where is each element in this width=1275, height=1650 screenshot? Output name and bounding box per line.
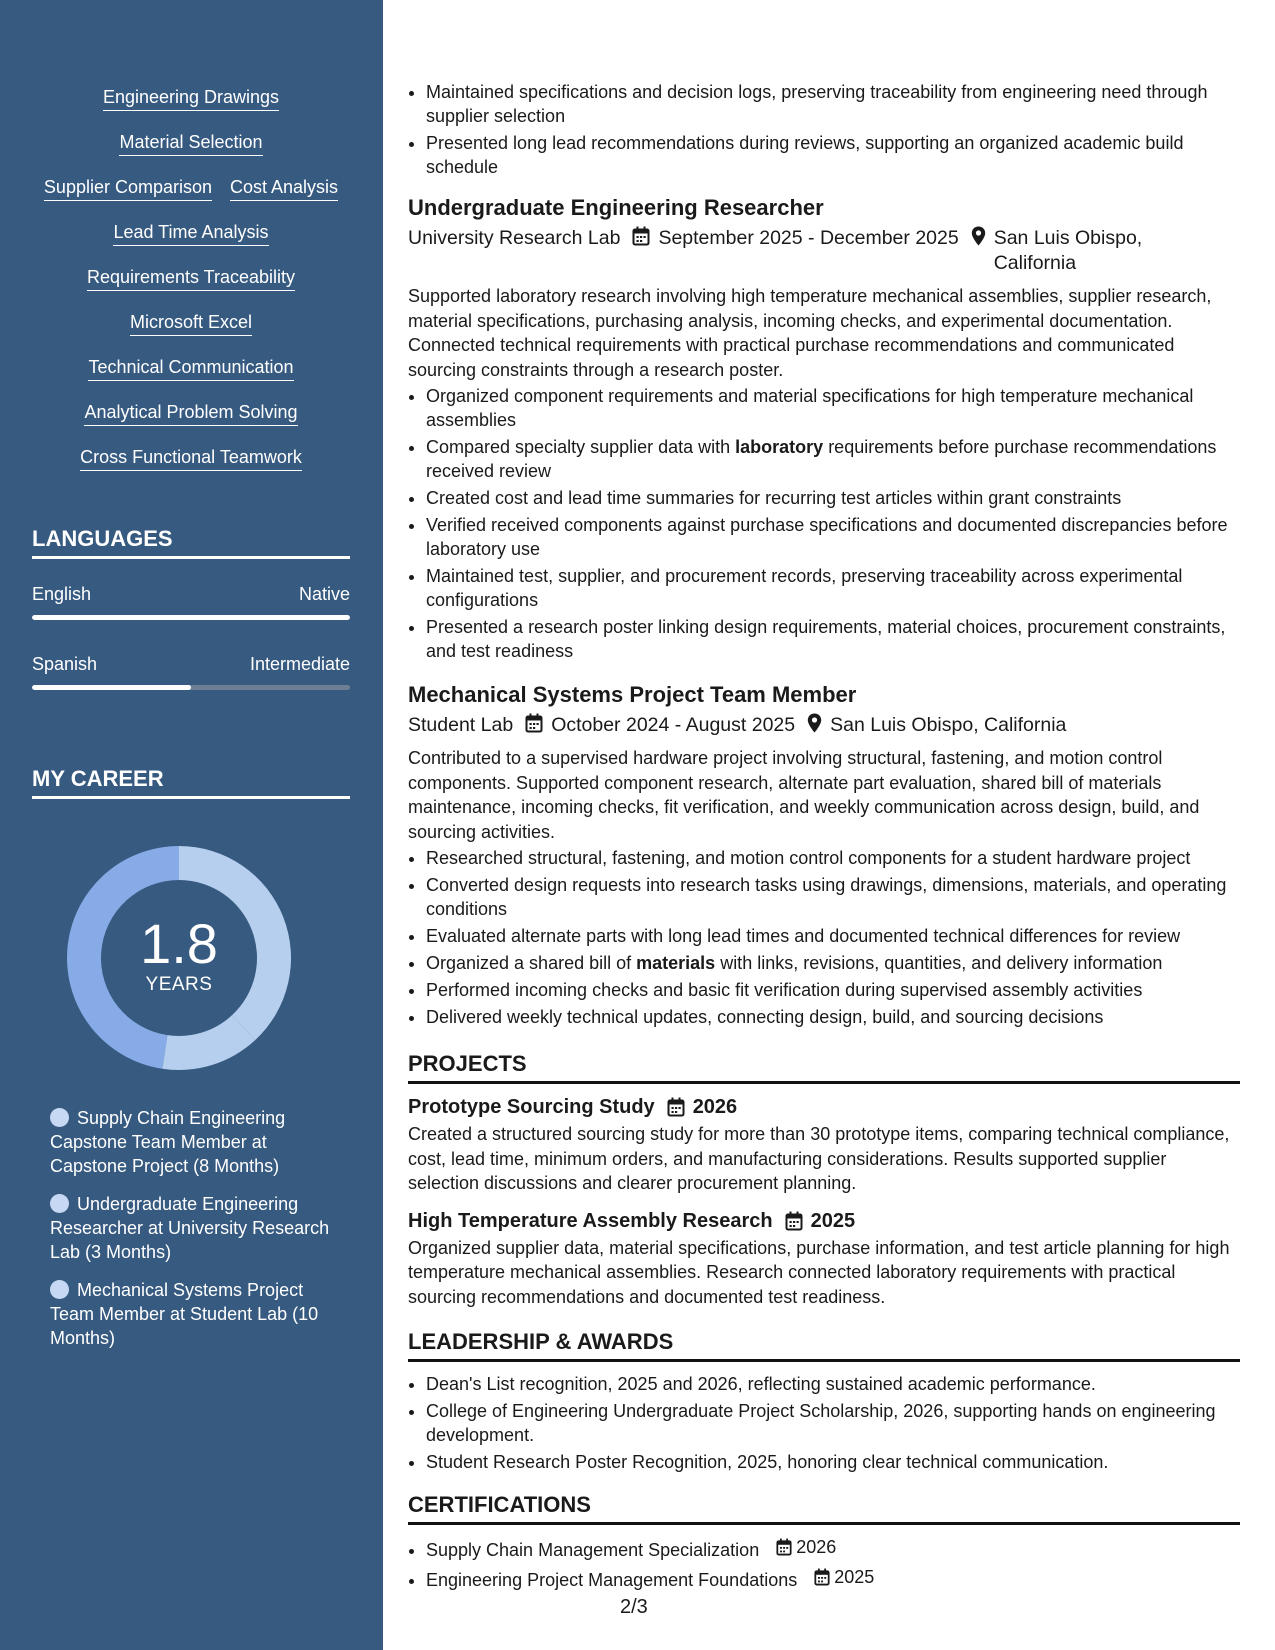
page-number: 2/3: [620, 1596, 648, 1618]
career-item: [50, 1278, 340, 1350]
career-item-text: Supply Chain Engineering Capstone Team Member at Capstone Project (8 Months): [50, 1108, 286, 1176]
career-total: [66, 845, 292, 1071]
calendar-icon: [814, 1568, 830, 1586]
project-year: 2025: [810, 1209, 856, 1232]
bullet-item: • College of Engineering Undergraduate Project Scholarship, 2026, supporting hands on engineering development.: [426, 1399, 1240, 1447]
job-summary: Supported laboratory research involving high temperature mechanical assemblies, supplier research, material specifications, purchasing analysis, incoming checks, and experimental documentation. Connected technical requirements with practical purchase recommendations and communicated sourcing constraints through a research poster.: [408, 286, 1212, 380]
bullet-item: • Dean's List recognition, 2025 and 2026, reflecting sustained academic performance.: [426, 1372, 1240, 1396]
bullet-item: • Evaluated alternate parts with long lead times and documented technical differences for review: [426, 924, 1240, 948]
certification-item: [426, 1535, 1240, 1562]
job-meta: [408, 226, 1240, 276]
job-dates: September 2025 - December 2025: [658, 227, 959, 249]
project-year: 2026: [692, 1096, 738, 1118]
bullet-bold-text: laboratory: [735, 437, 824, 457]
career-dot-icon: [50, 1108, 69, 1127]
bullet-item: • Presented a research poster linking design requirements, material choices, procurement constraints, and test readiness: [426, 615, 1240, 663]
language-name: English: [32, 584, 92, 604]
job-title: Mechanical Systems Project Team Member: [408, 682, 857, 707]
bullet-item: [426, 435, 1240, 483]
certification-name: Engineering Project Management Foundations: [426, 1570, 798, 1590]
skill-tag[interactable]: Analytical Problem Solving: [84, 401, 297, 426]
language-proficiency-bar: [32, 685, 350, 690]
career-heading: MY CAREER: [32, 766, 350, 799]
skill-tag[interactable]: Engineering Drawings: [103, 86, 279, 111]
project-title: High Temperature Assembly Research: [408, 1209, 773, 1232]
bullet-item: • Performed incoming checks and basic fit verification during supervised assembly activities: [426, 978, 1240, 1002]
job-dates: October 2024 - August 2025: [551, 714, 796, 736]
project-title: Prototype Sourcing Study: [408, 1096, 655, 1118]
skill-tag[interactable]: Microsoft Excel: [130, 311, 252, 336]
certification-name: Supply Chain Management Specialization: [426, 1540, 760, 1560]
skill-tag[interactable]: Cross Functional Teamwork: [80, 446, 302, 471]
certification-year: 2026: [796, 1537, 837, 1557]
language-level: Intermediate: [249, 654, 350, 674]
career-list: [50, 1106, 340, 1364]
job-summary: Contributed to a supervised hardware project involving structural, fastening, and motion control components. Supported component research, alternate part evaluation, shared bill of materials maintenance, incoming checks, fit verification, and weekly communication across design, build, and sourcing activities.: [408, 748, 1200, 842]
skill-tag[interactable]: Material Selection: [119, 131, 262, 156]
language-proficiency-bar: [32, 615, 350, 620]
bullet-bold-text: materials: [636, 953, 716, 973]
project-title-row: [408, 1208, 1240, 1234]
job-undergraduate-researcher: [408, 194, 1240, 666]
language-spanish: [32, 653, 350, 690]
previous-job-bullets: [408, 80, 1240, 182]
skill-tag[interactable]: Lead Time Analysis: [113, 221, 268, 246]
bullet-text: Organized a shared bill of: [426, 953, 637, 973]
career-item-text: Mechanical Systems Project Team Member at Student Lab (10 Months): [50, 1280, 319, 1348]
career-total-unit: YEARS: [145, 974, 213, 995]
job-mechanical-systems: [408, 681, 1240, 1032]
project-item: [408, 1208, 1240, 1310]
project-description: Created a structured sourcing study for more than 30 prototype items, comparing technical compliance, cost, lead time, minimum orders, and manufacturing considerations. Results supported supplier selection discussions and clearer procurement planning.: [408, 1124, 1230, 1193]
skill-tag[interactable]: Requirements Traceability: [87, 266, 295, 291]
career-dot-icon: [50, 1194, 69, 1213]
language-level: Native: [298, 584, 350, 604]
career-item-text: Undergraduate Engineering Researcher at University Research Lab (3 Months): [50, 1194, 330, 1262]
job-title: Undergraduate Engineering Researcher: [408, 195, 824, 220]
location-pin-icon: [971, 226, 986, 246]
certifications-section: [408, 1492, 1240, 1595]
bullet-item: • Verified received components against purchase specifications and documented discrepancies before laboratory use: [426, 513, 1240, 561]
calendar-icon: [525, 713, 543, 733]
certification-item: [426, 1565, 1240, 1592]
skill-tag[interactable]: Technical Communication: [88, 356, 293, 381]
job-location: San Luis Obispo, California: [993, 227, 1143, 274]
job-org: University Research Lab: [408, 227, 621, 249]
projects-section: [408, 1051, 1240, 1311]
main-content: [408, 0, 1240, 1650]
career-item: [50, 1106, 340, 1178]
project-description: Organized supplier data, material specifications, purchase information, and test article planning for high temperature mechanical assemblies. Research connected laboratory requirements with practical sourcing recommendations and documented test readiness.: [408, 1237, 1230, 1307]
skills-list: [32, 86, 350, 471]
career-dot-icon: [50, 1280, 69, 1299]
bullet-text: Compared specialty supplier data with: [426, 437, 736, 457]
language-proficiency-fill: [32, 685, 191, 690]
sidebar: [0, 0, 383, 1650]
bullet-item: [426, 951, 1240, 975]
job-org: Student Lab: [408, 714, 514, 736]
leadership-section: [408, 1329, 1240, 1477]
projects-heading: PROJECTS: [408, 1051, 1240, 1084]
bullet-item: • Delivered weekly technical updates, connecting design, build, and sourcing decisions: [426, 1005, 1240, 1029]
bullet-item: • Organized component requirements and material specifications for high temperature mechanical assemblies: [426, 384, 1240, 432]
language-name: Spanish: [32, 654, 98, 674]
leadership-heading: LEADERSHIP & AWARDS: [408, 1329, 1240, 1362]
calendar-icon: [667, 1097, 685, 1117]
job-location: San Luis Obispo, California: [830, 714, 1067, 736]
bullet-item: • Created cost and lead time summaries for recurring test articles within grant constraints: [426, 486, 1240, 510]
career-total-value: 1.8: [140, 912, 218, 975]
skill-tag[interactable]: Cost Analysis: [230, 176, 338, 201]
bullet-text: requirements before purchase recommendations received review: [426, 437, 1217, 481]
project-title-row: [408, 1094, 1240, 1120]
bullet-item: • Presented long lead recommendations during reviews, supporting an organized academic build schedule: [426, 131, 1240, 179]
languages-heading: LANGUAGES: [32, 526, 350, 559]
certification-year: 2025: [834, 1567, 875, 1587]
calendar-icon: [785, 1211, 803, 1231]
bullet-text: with links, revisions, quantities, and delivery information: [715, 953, 1163, 973]
skill-tag[interactable]: Supplier Comparison: [44, 176, 212, 201]
certifications-heading: CERTIFICATIONS: [408, 1492, 1240, 1525]
bullet-item: • Converted design requests into research tasks using drawings, dimensions, materials, and operating conditions: [426, 873, 1240, 921]
bullet-item: • Researched structural, fastening, and motion control components for a student hardware project: [426, 846, 1240, 870]
project-item: [408, 1094, 1240, 1196]
job-meta: [408, 713, 1240, 738]
language-proficiency-fill: [32, 615, 350, 620]
location-pin-icon: [807, 713, 822, 733]
calendar-icon: [776, 1538, 792, 1556]
calendar-icon: [632, 226, 650, 246]
bullet-item: • Maintained test, supplier, and procurement records, preserving traceability across experimental configurations: [426, 564, 1240, 612]
career-item: [50, 1192, 340, 1264]
bullet-item: • Maintained specifications and decision logs, preserving traceability from engineering need through supplier selection: [426, 80, 1240, 128]
language-english: [32, 583, 350, 620]
bullet-item: • Student Research Poster Recognition, 2025, honoring clear technical communication.: [426, 1450, 1240, 1474]
